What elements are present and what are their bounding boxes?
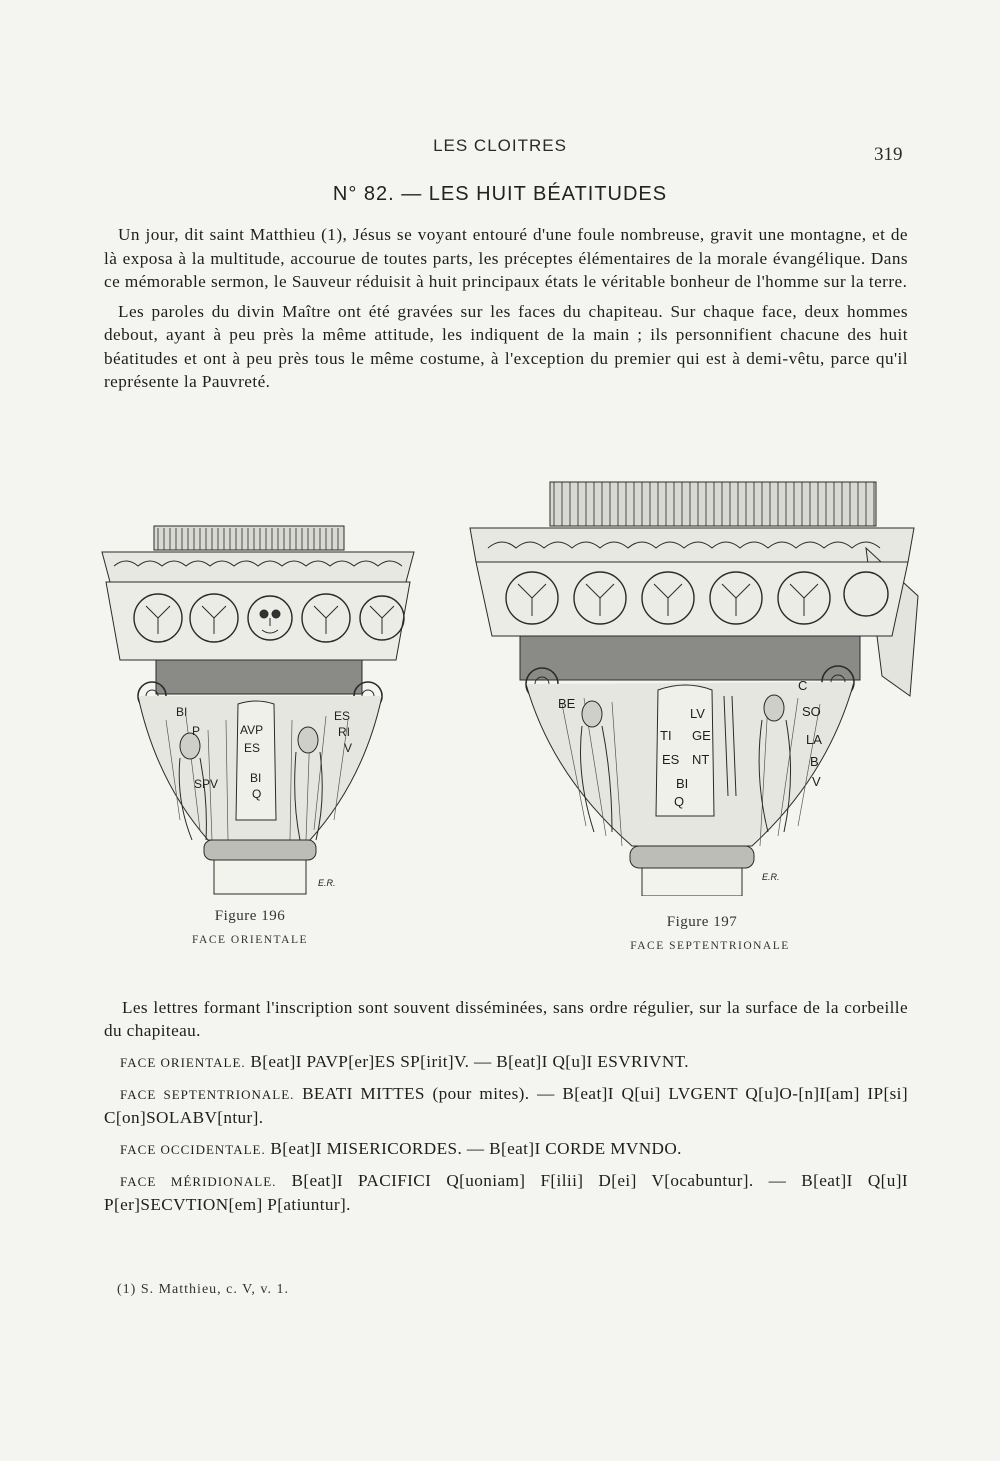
face-label: FACE ORIENTALE. bbox=[120, 1055, 246, 1070]
intro-text bbox=[104, 223, 908, 400]
inscription-letter: B bbox=[810, 754, 819, 769]
figure-197-face: FACE SEPTENTRIONALE bbox=[630, 940, 790, 952]
figure-197-illustration bbox=[462, 476, 922, 896]
face-inscription bbox=[104, 1169, 908, 1216]
face-inscription bbox=[104, 1050, 908, 1074]
inscription-letter: BI bbox=[250, 771, 262, 785]
inscription-letter: ES bbox=[662, 752, 680, 767]
inscription-letter: LA bbox=[806, 732, 822, 747]
section-title: N° 82. — LES HUIT BÉATITUDES bbox=[332, 183, 668, 205]
inscription-letter: Q bbox=[674, 794, 685, 809]
face-label: FACE OCCIDENTALE. bbox=[120, 1142, 266, 1157]
inscription-letter: SO bbox=[802, 704, 821, 719]
engraver-signature: E.R. bbox=[762, 872, 780, 882]
face-text: BEATI MITTES (pour mites). — B[eat]I Q[ui] LVGENT Q[u]O-[n]I[am] IP[si] C[on]SOLABV[ntur]. bbox=[104, 1084, 908, 1127]
inscription-letter: V bbox=[812, 774, 821, 789]
inscription-letter: V bbox=[344, 741, 353, 755]
figure-196-face: FACE ORIENTALE bbox=[191, 934, 308, 946]
inscription-letter: ES bbox=[244, 741, 261, 755]
figure-196-number: Figure 196 bbox=[214, 908, 286, 924]
face-label: FACE MÉRIDIONALE. bbox=[120, 1174, 277, 1189]
inscription-letter: P bbox=[192, 724, 201, 738]
inscription-letter: BI bbox=[676, 776, 689, 791]
running-head: LES CLOITRES bbox=[433, 136, 567, 155]
inscription-letter: RI bbox=[338, 725, 350, 739]
face-text: B[eat]I PACIFICI Q[uoniam] F[ilii] D[ei] V[ocabuntur]. — B[eat]I Q[u]I P[er]SECVTION[em] P[atiuntur]. bbox=[104, 1171, 909, 1214]
inscription-letter: TI bbox=[660, 728, 672, 743]
page-number: 319 bbox=[874, 144, 903, 165]
face-text: B[eat]I MISERICORDES. — B[eat]I CORDE MVNDO. bbox=[270, 1139, 682, 1158]
inscription-letter: LV bbox=[690, 706, 705, 721]
intro-paragraph: Un jour, dit saint Matthieu (1), Jésus se voyant entouré d'une foule nombreuse, gravit une montagne, et de là exposa à la multitude, accourue de toutes parts, les préceptes élémentaires de la morale évangélique. Dans ce mémorable sermon, le Sauveur réduisit à huit principaux états le véritable bonheur de l'homme sur la terre. bbox=[104, 225, 908, 291]
inscription-letter: Q bbox=[252, 787, 262, 801]
inscription-letter: BI bbox=[176, 705, 188, 719]
face-text: B[eat]I PAVP[er]ES SP[irit]V. — B[eat]I Q[u]I ESVRIVNT. bbox=[250, 1052, 689, 1071]
face-label: FACE SEPTENTRIONALE. bbox=[120, 1087, 295, 1102]
inscription-intro: Les lettres formant l'inscription sont souvent disséminées, sans ordre régulier, sur la surface de la corbeille du chapiteau. bbox=[104, 998, 908, 1040]
inscription-section bbox=[104, 996, 908, 1224]
inscription-letter: C bbox=[798, 678, 808, 693]
inscription-letter: NT bbox=[692, 752, 710, 767]
figure-197-number: Figure 197 bbox=[666, 914, 738, 930]
face-inscription bbox=[104, 1137, 908, 1161]
inscription-letter: GE bbox=[692, 728, 711, 743]
inscription-letter: SPV bbox=[194, 777, 219, 791]
inscription-letter: AVP bbox=[240, 723, 264, 737]
inscription-letter: BE bbox=[558, 696, 576, 711]
inscription-letter: ES bbox=[334, 709, 351, 723]
figure-196-illustration bbox=[96, 520, 422, 895]
footnote: (1) S. Matthieu, c. V, v. 1. bbox=[117, 1282, 290, 1297]
face-inscription bbox=[104, 1082, 908, 1129]
engraver-signature: E.R. bbox=[318, 878, 336, 888]
intro-paragraph: Les paroles du divin Maître ont été gravées sur les faces du chapiteau. Sur chaque face, deux hommes debout, ayant à peu près la même attitude, les indiquent de la main ; ils personnifient chacune des huit béatitudes et ont à peu près tous le même costume, à l'exception du premier qui est à demi-vêtu, parce qu'il représente la Pauvreté. bbox=[104, 301, 908, 391]
